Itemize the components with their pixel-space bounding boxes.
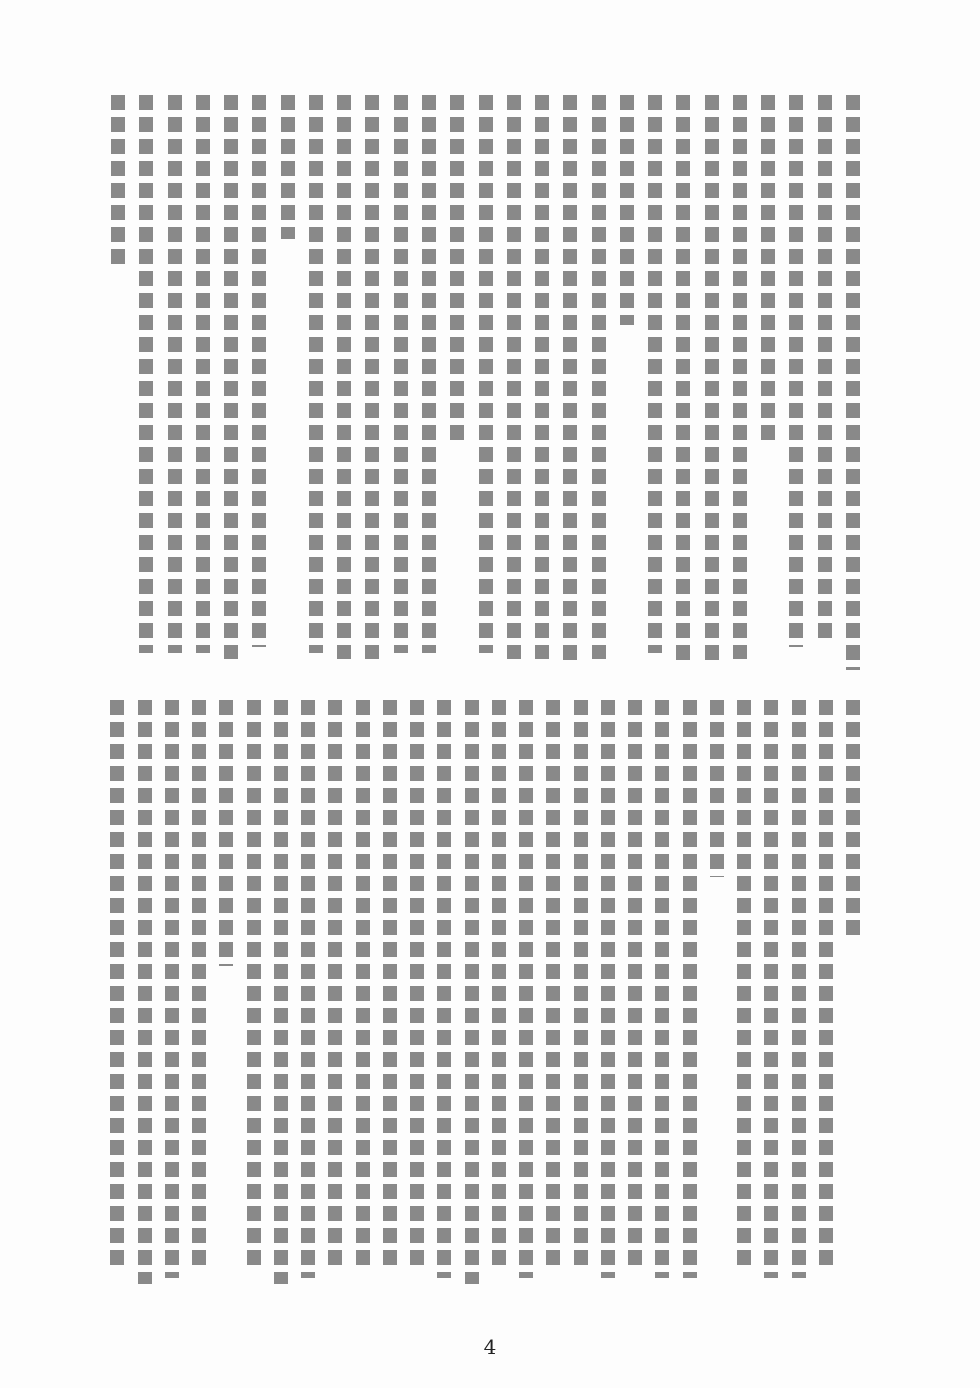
text-column [437,700,451,1290]
text-column [619,95,634,670]
text-tier-bottom [110,700,860,1290]
text-column [138,95,153,670]
text-column [165,700,179,1290]
text-column [308,95,323,670]
text-column [449,95,464,670]
text-column [251,95,266,670]
text-column [819,700,833,1290]
text-column [534,95,549,670]
text-column [682,700,696,1290]
text-column [421,95,436,670]
text-column [392,95,407,670]
text-column [195,95,210,670]
text-column [562,95,577,670]
text-column [816,95,831,670]
text-column [137,700,151,1290]
text-column [737,700,751,1290]
text-column [675,95,690,670]
text-column [464,700,478,1290]
text-column [846,700,860,1290]
text-column [764,700,778,1290]
text-column [364,95,379,670]
text-tier-top [110,95,860,670]
text-column [166,95,181,670]
text-column [732,95,747,670]
text-column [791,700,805,1290]
text-column [506,95,521,670]
text-column [223,95,238,670]
text-column [710,700,724,1290]
text-column [601,700,615,1290]
text-column [477,95,492,670]
text-column [760,95,775,670]
text-column [328,700,342,1290]
text-column [383,700,397,1290]
text-column [590,95,605,670]
text-column [219,700,233,1290]
text-column [573,700,587,1290]
text-column [336,95,351,670]
text-column [519,700,533,1290]
text-column [628,700,642,1290]
text-column [274,700,288,1290]
page-number: 4 [483,1335,497,1359]
text-column [647,95,662,670]
text-column [192,700,206,1290]
text-column [492,700,506,1290]
text-column [546,700,560,1290]
text-column [845,95,860,670]
text-column [110,700,124,1290]
text-column [110,95,125,670]
text-column [410,700,424,1290]
text-column [246,700,260,1290]
text-column [703,95,718,670]
text-column [655,700,669,1290]
text-column [788,95,803,670]
text-column [279,95,294,670]
text-column [301,700,315,1290]
text-column [355,700,369,1290]
